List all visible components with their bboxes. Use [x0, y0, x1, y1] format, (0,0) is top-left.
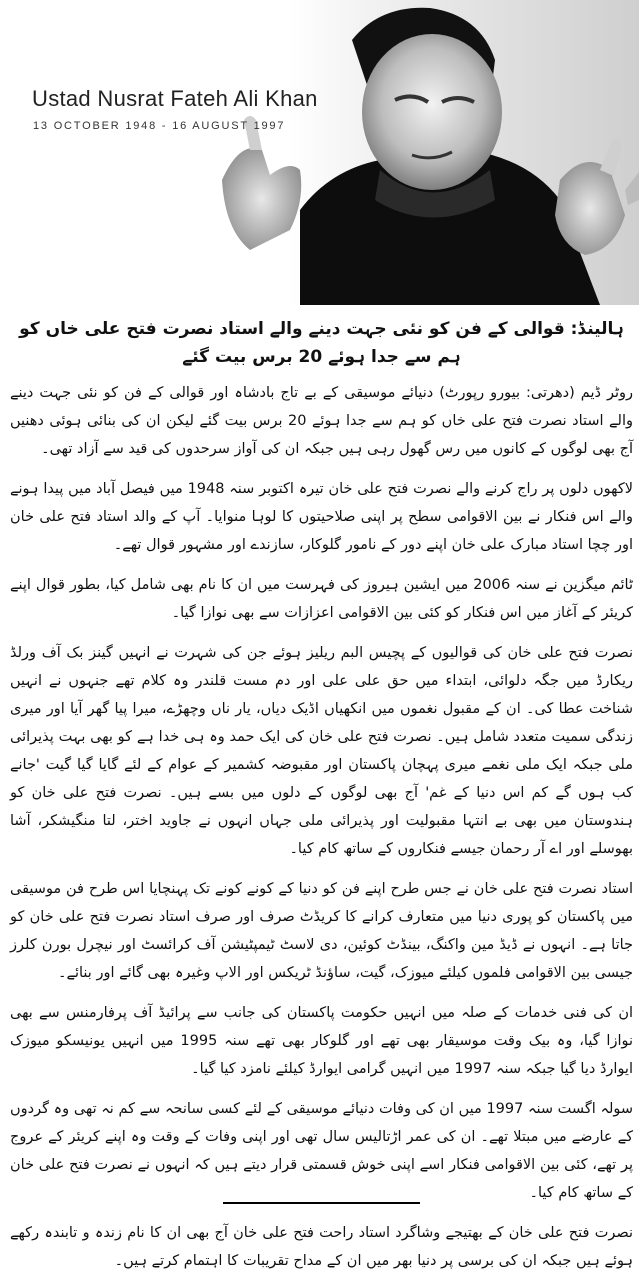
- article-paragraph: نصرت فتح علی خان کی قوالیوں کے پچیس البم ریلیز ہوئے جن کی شہرت نے انہیں گینز بک آف ورلڈ ریکارڈ میں جگہ دلوائی، ابتداء میں حق علی علی اور دم مست قلندر وہ کلام تھے جنہوں نے انہیں شناخت عطا کی۔ ان کے مقبول نغموں میں انکھیاں اڈیک دیاں، یار ناں وچھڑے، میرا پیا گھر آیا اور میری زندگی سمیت متعدد شامل ہیں۔ نصرت فتح علی خان کی ایک حمد وہ ہی خدا ہے کو بھی بہت پذیرائی ملی جبکہ ایک ملی نغمے میری پہچان پاکستان اور مقبوضہ کشمیر کے عوام کے لئے گایا گیا گیت 'جانے کب ہوں گے کم اس دنیا کے غم' آج بھی لوگوں کے دلوں میں بسے ہیں۔ نصرت فتح علی خان کو ہندوستان میں بھی بے انتہا مقبولیت اور پذیرائی ملی جہاں انہوں نے جاوید اختر، لتا منگیشکر، آشا بھوسلے اور اے آر رحمان جیسے فنکاروں کے ساتھ کام کیا۔: [10, 645, 633, 857]
- hero-name: Ustad Nusrat Fateh Ali Khan: [32, 86, 318, 111]
- article-body: [0, 315, 639, 1275]
- article-paragraph: لاکھوں دلوں پر راج کرنے والے نصرت فتح علی خان تیرہ اکتوبر سنہ 1948 میں فیصل آباد میں پیدا ہونے والے اس فنکار نے بین الاقوامی سطح پر اپنی صلاحیتوں کا لوہا منوایا۔ آپ کے والد استاد فتح علی خان اور چچا استاد مبارک علی خان اپنے دور کے نامور گلوکار، سازندے اور مشہور قوال تھے۔: [10, 481, 633, 553]
- article-paragraph: ان کی فنی خدمات کے صلہ میں انہیں حکومت پاکستان کی جانب سے پرائیڈ آف پرفارمنس سے بھی نوازا گیا، وہ بیک وقت موسیقار بھی تھے اور گلوکار بھی تھے سنہ 1995 میں انہیں یونیسکو میوزک ایوارڈ دیا گیا جبکہ سنہ 1997 میں انہیں گرامی ایوارڈ کیلئے نامزد کیا گیا۔: [10, 1005, 634, 1077]
- article-paragraph: ٹائم میگزین نے سنہ 2006 میں ایشین ہیروز کی فہرست میں ان کا نام بھی شامل کیا، بطور قوال اپنے کریئر کے آغاز میں اس فنکار کو کئی بین الاقوامی اعزازات سے بھی نوازا گیا۔: [10, 577, 633, 621]
- hero-banner: [0, 0, 639, 305]
- portrait-photo: [0, 0, 639, 305]
- hero-dates: 13 OCTOBER 1948 - 16 AUGUST 1997: [33, 120, 286, 132]
- article-headline: ہالینڈ: قوالی کے فن کو نئی جہت دینے والے استاد نصرت فتح علی خاں کو ہم سے جدا ہوئے 20 برس بیت گئے: [19, 319, 624, 367]
- article-paragraph: سولہ اگست سنہ 1997 میں ان کی وفات دنیائے موسیقی کے لئے کسی سانحہ سے کم نہ تھی وہ گردوں کے عارضے میں مبتلا تھے۔ ان کی عمر اڑتالیس سال تھی اور اپنی وفات کے وقت وہ اپنے کریئر کے عروج پر تھے، کئی بین الاقوامی فنکار اسے اپنی خوش قسمتی قرار دیتے ہیں کہ انہوں نے نصرت فتح علی خان کے ساتھ کام کیا۔: [10, 1101, 634, 1201]
- article-paragraph: استاد نصرت فتح علی خان نے جس طرح اپنے فن کو دنیا کے کونے کونے تک پہنچایا اس طرح فن موسیقی میں پاکستان کو پوری دنیا میں متعارف کرانے کا کریڈٹ صرف اور صرف استاد نصرت فتح علی خان کو جاتا ہے۔ انہوں نے ڈیڈ مین واکنگ، بینڈٹ کوئین، دی لاسٹ ٹیمپٹیشن آف کرائسٹ اور نیچرل بورن کلرز جیسی بین الاقوامی فلموں کیلئے میوزک، گیت، ساؤنڈ ٹریکس اور الاپ وغیرہ بھی گائے اور بنائے۔: [10, 881, 633, 981]
- article-paragraph: روٹر ڈیم (دھرتی: بیورو رپورٹ) دنیائے موسیقی کے بے تاج بادشاہ اور قوالی کے فن کو نئی جہت دینے والے استاد نصرت فتح علی خاں کو ہم سے جدا ہوئے 20 برس بیت گئے لیکن ان کی بنائی ہوئی دھنیں آج بھی لوگوں کے کانوں میں رس گھول رہی ہیں جبکہ ان کی آواز سرحدوں کی قید سے آزاد تھی۔: [10, 385, 633, 457]
- end-divider: [223, 1202, 420, 1204]
- article-paragraph: نصرت فتح علی خان کے بھتیجے وشاگرد استاد راحت فتح علی خان آج بھی ان کا نام زندہ و تابندہ رکھے ہوئے ہیں جبکہ ان کی برسی پر دنیا بھر میں ان کے مداح تقریبات کا اہتمام کرتے ہیں۔: [10, 1225, 633, 1269]
